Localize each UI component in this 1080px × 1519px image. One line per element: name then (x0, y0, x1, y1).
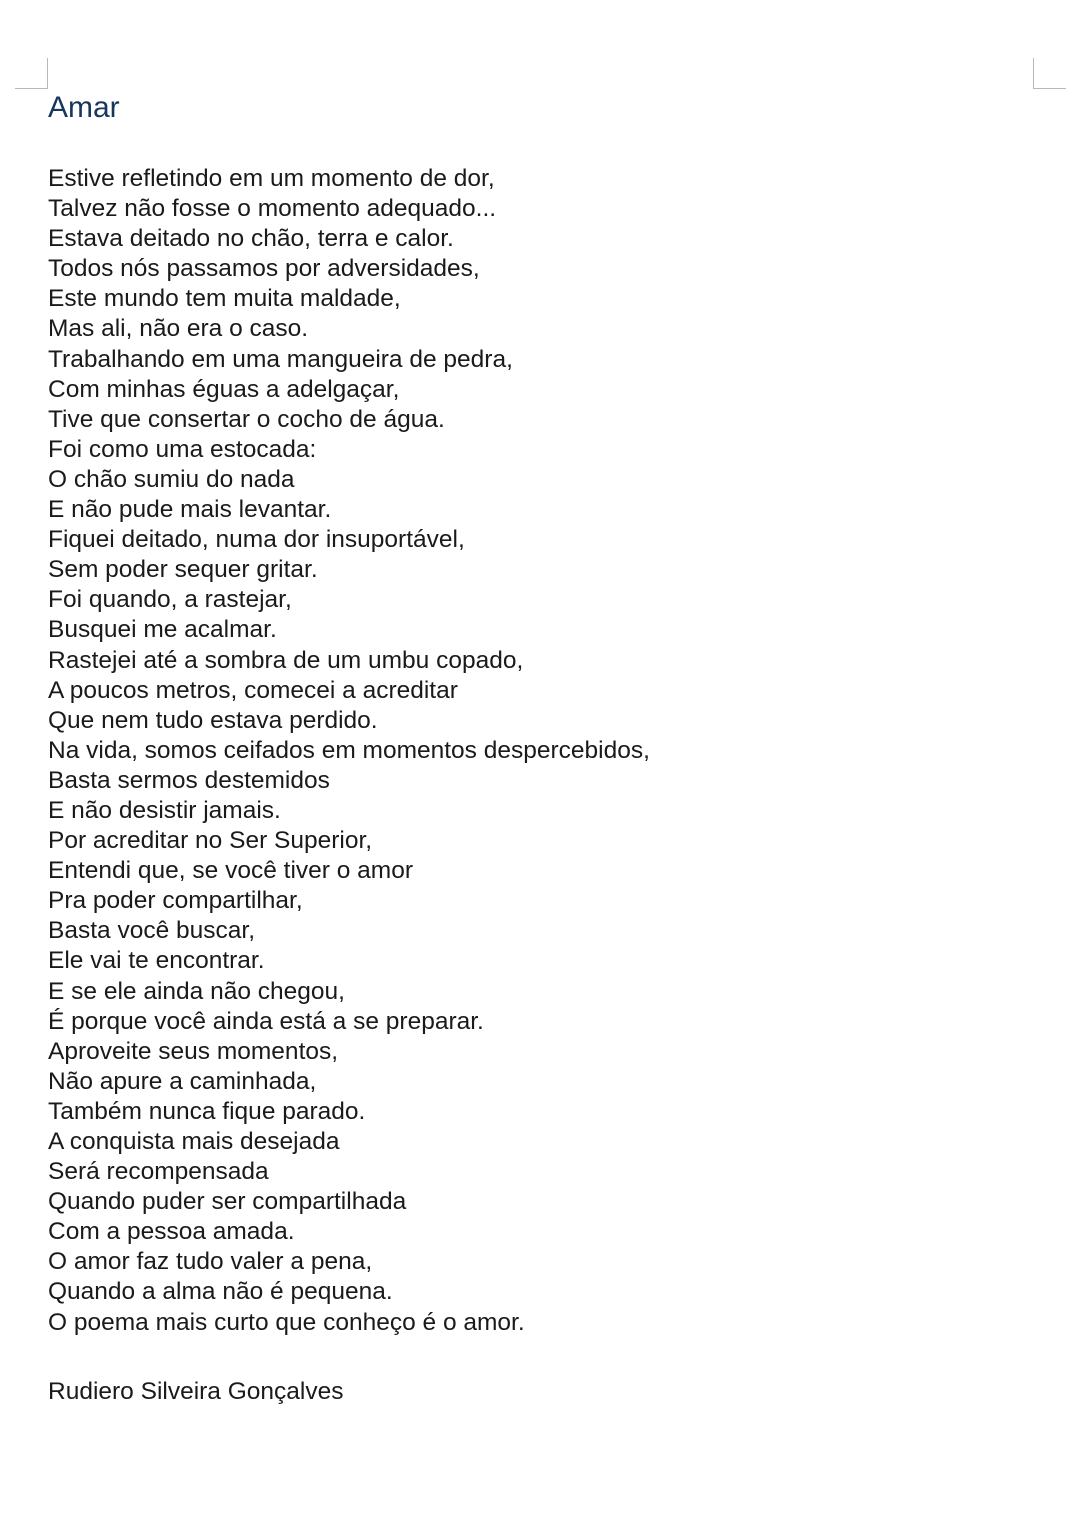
poem-line: Todos nós passamos por adversidades, (48, 255, 480, 283)
poem-line: Este mundo tem muita maldade, (48, 285, 401, 313)
poem-line: Na vida, somos ceifados em momentos despercebidos, (48, 736, 650, 764)
poem-line: E não pude mais levantar. (48, 496, 332, 524)
poem-line: Tive que consertar o cocho de água. (48, 405, 445, 433)
poem-line: Com minhas éguas a adelgaçar, (48, 375, 400, 403)
top-left-margin-mark (15, 58, 48, 89)
poem-line: É porque você ainda está a se preparar. (48, 1007, 484, 1035)
poem-line: Rastejei até a sombra de um umbu copado, (48, 646, 524, 674)
poem-line: Fiquei deitado, numa dor insuportável, (48, 526, 465, 554)
poem-line: A conquista mais desejada (48, 1128, 340, 1155)
poem-line: E se ele ainda não chegou, (48, 977, 345, 1005)
poem-line: Talvez não fosse o momento adequado... (48, 195, 497, 223)
poem-line: E não desistir jamais. (48, 796, 281, 824)
poem-line: Com a pessoa amada. (48, 1218, 295, 1246)
poem-line: Sem poder sequer gritar. (48, 556, 318, 584)
poem-line: Estive refletindo em um momento de dor, (48, 165, 495, 192)
poem-line: Quando a alma não é pequena. (48, 1278, 393, 1306)
top-right-margin-mark (1033, 58, 1066, 89)
poem-line: Foi quando, a rastejar, (48, 586, 292, 614)
poem-line: Basta sermos destemidos (48, 766, 330, 794)
poem-line: Basta você buscar, (48, 917, 256, 945)
author-name: Rudiero Silveira Gonçalves (48, 1378, 344, 1405)
poem-line: Ele vai te encontrar. (48, 947, 265, 975)
poem-line: Entendi que, se você tiver o amor (48, 857, 413, 885)
poem-line: Quando puder ser compartilhada (48, 1188, 407, 1216)
poem-line: Busquei me acalmar. (48, 616, 277, 644)
poem-line: Que nem tudo estava perdido. (48, 706, 378, 734)
poem-line: O chão sumiu do nada (48, 465, 295, 493)
poem-line: O poema mais curto que conheço é o amor. (48, 1308, 525, 1336)
poem-line: Por acreditar no Ser Superior, (48, 827, 373, 855)
poem-line: Pra poder compartilhar, (48, 887, 303, 915)
poem-line: Será recompensada (48, 1158, 269, 1186)
poem-line: Não apure a caminhada, (48, 1067, 317, 1095)
poem-line: Aproveite seus momentos, (48, 1037, 339, 1065)
poem-line: Foi como uma estocada: (48, 435, 317, 463)
poem-line: O amor faz tudo valer a pena, (48, 1248, 373, 1276)
poem-line: A poucos metros, comecei a acreditar (48, 676, 458, 704)
poem-line: Trabalhando em uma mangueira de pedra, (48, 345, 513, 373)
poem-body (48, 164, 650, 1338)
poem-line: Mas ali, não era o caso. (48, 315, 309, 343)
poem-line: Estava deitado no chão, terra e calor. (48, 225, 454, 253)
document-title: Amar (48, 91, 120, 124)
poem-line: Também nunca fique parado. (48, 1097, 366, 1125)
